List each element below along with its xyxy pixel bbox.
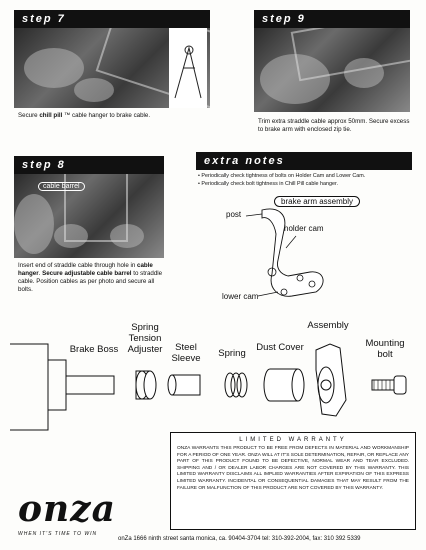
brake-boss-label: Brake Boss [69,344,119,355]
brand-tagline: WHEN IT'S TIME TO WIN [18,531,98,537]
spring-tension-adjuster-label: Spring Tension Adjuster [127,322,163,355]
extra-notes-list [198,172,408,188]
step8-header [14,156,164,174]
onza-logo: onza [18,488,116,530]
step9-caption: Trim extra straddle cable approx 50mm. Secure excess to brake arm with enclosed zip tie. [258,118,410,133]
holder-cam-label: holder cam [284,224,324,233]
post-label: post [226,210,242,219]
step8-caption: Insert end of straddle cable through hole in cable hanger. Secure adjustable cable barrel to straddle cable. Position cables as per photo and secure all bolts. [18,262,163,293]
spring-label: Spring [218,348,246,359]
cable-barrel-label: cable barrel [38,182,85,191]
note-item: • Periodically check bolt tightness in Chill Pill cable hanger. [198,180,408,188]
dust-cover-label: Dust Cover [256,342,304,353]
warranty-box [170,432,416,530]
step9-header [254,10,410,28]
warranty-title: LIMITED WARRANTY [239,437,347,443]
step7-caption: Secure chill pill ™ cable hanger to brake cable. [18,112,151,119]
step8-title: step 8 [22,159,66,171]
brake-arm-assembly-title: brake arm assembly [274,196,360,207]
step9-photo [254,28,410,112]
steel-sleeve-label: Steel Sleeve [171,342,201,364]
extra-notes-header [196,152,412,170]
step9-title: step 9 [262,13,306,25]
extra-notes-title: extra notes [204,155,285,167]
step7-header [14,10,210,28]
footer-address: onZa 1666 ninth street santa monica, ca. 90404-3704 tel: 310-392-2004, fax: 310 392 5339 [118,536,361,542]
step7-title: step 7 [22,13,66,25]
lower-cam-label: lower cam [222,292,259,301]
step7-diagram-inset [169,28,207,108]
step8-photo [14,174,164,258]
warranty-body: ONZA WARRANTS THIS PRODUCT TO BE FREE FROM DEFECTS IN MATERIAL AND WORKMANSHIP FOR A PERIOD OF ONE YEAR. ONZA WILL AT IT'S SOLE DETERMINATION, REPAIR, OR REPLACE ANY PART OF THIS PRODUCT FOUND TO BE DEFECTIVE, NORMAL WEAR AND TEAR EXCLUDED. SHIPPING AND / OR DEALER LABOR CHARGES ARE NOT COVERED BY THIS WARRANTY. THIS LIMITED WARRANTY DISCLAIMS ALL IMPLIED WARRANTIES AFTER EXPIRATION OF THIS EXPRESS LIMITED WARRANTY. INCIDENTAL OR CONSEQUENTIAL DAMAGES THAT MAY RESULT FROM THE FAILURE OR MALFUNCTION OF THIS PRODUCT ARE NOT COVERED BY THIS WARRANTY. [177,446,409,491]
mounting-bolt-label: Mounting bolt [365,338,405,360]
step7-photo [14,28,210,108]
note-item: • Periodically check tightness of bolts on Holder Cam and Lower Cam. [198,172,408,180]
assembly-label: Assembly [307,320,349,331]
